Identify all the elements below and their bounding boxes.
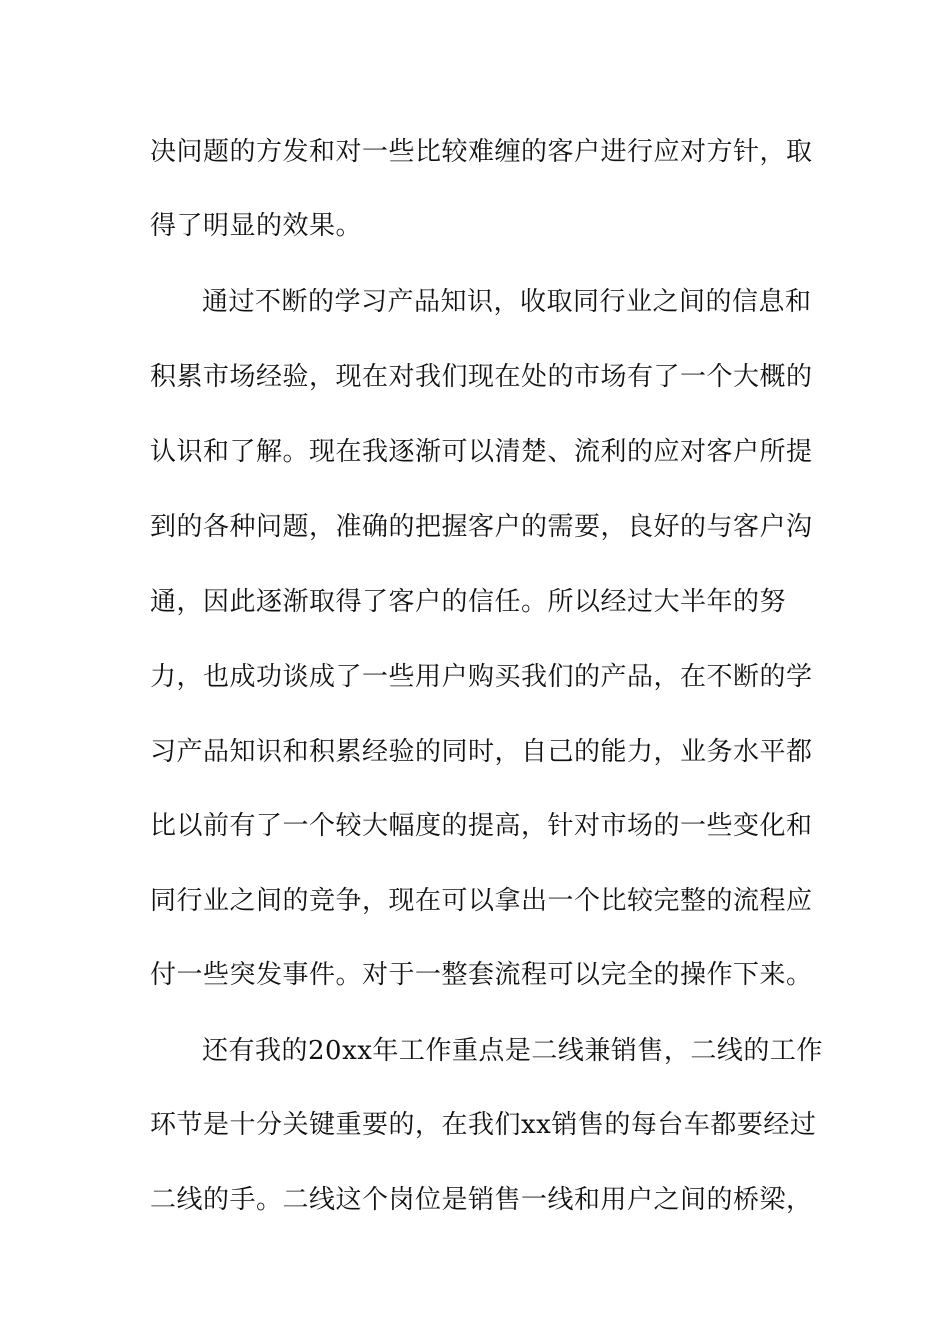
text-line: 比以前有了一个较大幅度的提高，针对市场的一些变化和	[150, 811, 813, 841]
text-line: 同行业之间的竞争，现在可以拿出一个比较完整的流程应	[150, 886, 813, 916]
text-line: 决问题的方发和对一些比较难缠的客户进行应对方针，取	[150, 137, 813, 167]
text-line: 二线的手。二线这个岗位是销售一线和用户之间的桥梁，	[150, 1185, 813, 1215]
paragraph-start-line: 通过不断的学习产品知识，收取同行业之间的信息和	[202, 287, 812, 317]
paragraph-start-line: 还有我的20xx年工作重点是二线兼销售，二线的工作	[202, 1036, 823, 1066]
text-line: 通，因此逐渐取得了客户的信任。所以经过大半年的努	[150, 587, 787, 617]
text-line: 环节是十分关键重要的，在我们xx销售的每台车都要经过	[150, 1110, 817, 1140]
text-line: 习产品知识和积累经验的同时，自己的能力，业务水平都	[150, 737, 813, 767]
text-line: 认识和了解。现在我逐渐可以清楚、流利的应对客户所提	[150, 437, 813, 467]
text-line: 付一些突发事件。对于一整套流程可以完全的操作下来。	[150, 960, 813, 990]
text-line: 得了明显的效果。	[150, 211, 363, 241]
text-line: 力，也成功谈成了一些用户购买我们的产品，在不断的学	[150, 662, 813, 692]
text-line: 积累市场经验，现在对我们现在处的市场有了一个大概的	[150, 362, 813, 392]
text-line: 到的各种问题，准确的把握客户的需要，良好的与客户沟	[150, 512, 813, 542]
